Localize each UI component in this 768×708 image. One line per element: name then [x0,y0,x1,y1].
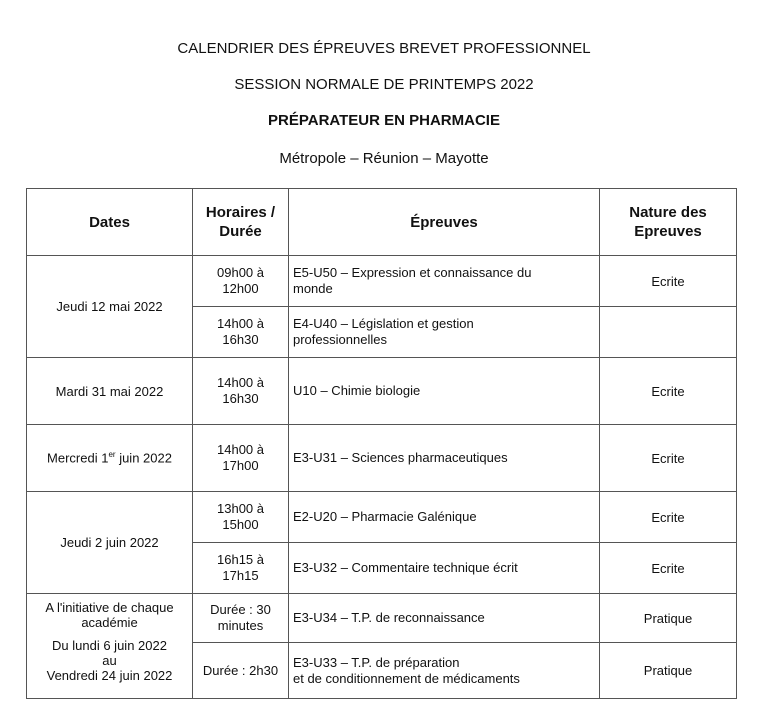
date-line3: Du lundi 6 juin 2022 [52,638,167,653]
time-end: 16h30 [222,332,259,347]
nature-cell [600,307,737,358]
time-cell [193,307,289,358]
exam-line2: monde [293,281,333,296]
exam-schedule-table [26,188,737,699]
date-cell [27,594,193,699]
date-text-post: juin 2022 [115,450,172,466]
time-end: 17h15 [222,568,259,583]
date-superscript: er [108,450,116,460]
exam-cell [289,643,600,699]
time-start: 14h00 à [217,316,264,331]
table-row [27,256,737,307]
col-header-nature-line2: Epreuves [634,223,702,240]
title-line-2: SESSION NORMALE DE PRINTEMPS 2022 [234,76,534,93]
col-header-horaires [193,189,289,256]
title-line-4: Métropole – Réunion – Mayotte [279,150,489,167]
date-line4: au [102,653,117,668]
col-header-horaires-line2: Durée [219,223,262,240]
table-row [27,492,737,543]
date-line1: A l'initiative de chaque [45,600,174,615]
col-header-epreuves: Épreuves [289,189,600,256]
col-header-nature [600,189,737,256]
exam-line1: E3-U33 – T.P. de préparation [293,654,460,670]
nature-cell: Ecrite [600,358,737,425]
table-row [27,425,737,492]
date-line5: Vendredi 24 juin 2022 [46,668,173,683]
time-cell [193,543,289,594]
exam-cell: E3-U32 – Commentaire technique écrit [289,543,600,594]
nature-cell: Ecrite [600,492,737,543]
time-cell [193,425,289,492]
title-line-3: PRÉPARATEUR EN PHARMACIE [268,112,500,129]
exam-cell: E2-U20 – Pharmacie Galénique [289,492,600,543]
col-header-dates: Dates [27,189,193,256]
exam-line2: professionnelles [293,332,387,347]
time-start: 13h00 à [217,501,264,516]
table-row [27,594,737,643]
title-line-1: CALENDRIER DES ÉPREUVES BREVET PROFESSIONNEL [177,40,591,57]
time-cell [193,256,289,307]
exam-cell [289,256,600,307]
time-end: 15h00 [222,517,259,532]
time-start: 14h00 à [217,375,264,390]
date-cell [27,425,193,492]
date-cell: Jeudi 12 mai 2022 [27,256,193,358]
time-end: minutes [217,618,264,633]
time-end: 16h30 [222,391,259,406]
nature-cell: Pratique [600,594,737,643]
time-cell: Durée : 2h30 [193,643,289,699]
nature-cell: Ecrite [600,425,737,492]
time-start: Durée : 30 [210,602,271,617]
time-start: 09h00 à [217,265,264,280]
time-end: 17h00 [222,458,259,473]
nature-cell: Ecrite [600,256,737,307]
date-text-pre: Mercredi 1 [47,450,109,466]
time-start: 14h00 à [217,442,264,457]
table-row [27,358,737,425]
header-row [27,189,737,256]
time-cell [193,492,289,543]
nature-cell: Ecrite [600,543,737,594]
date-line2: académie [81,615,138,630]
col-header-nature-line1: Nature des [629,204,707,221]
time-end: 12h00 [222,281,259,296]
time-cell [193,594,289,643]
time-cell [193,358,289,425]
exam-line1: E4-U40 – Législation et gestion [293,316,474,331]
exam-line1: E5-U50 – Expression et connaissance du [293,265,532,280]
exam-cell: E3-U34 – T.P. de reconnaissance [289,594,600,643]
exam-cell [289,307,600,358]
exam-cell: E3-U31 – Sciences pharmaceutiques [289,425,600,492]
col-header-horaires-line1: Horaires / [205,204,276,221]
nature-cell: Pratique [600,643,737,699]
exam-line2: et de conditionnement de médicaments [293,670,520,686]
time-start: 16h15 à [217,552,264,567]
date-cell: Jeudi 2 juin 2022 [27,492,193,594]
exam-cell: U10 – Chimie biologie [289,358,600,425]
date-cell: Mardi 31 mai 2022 [27,358,193,425]
